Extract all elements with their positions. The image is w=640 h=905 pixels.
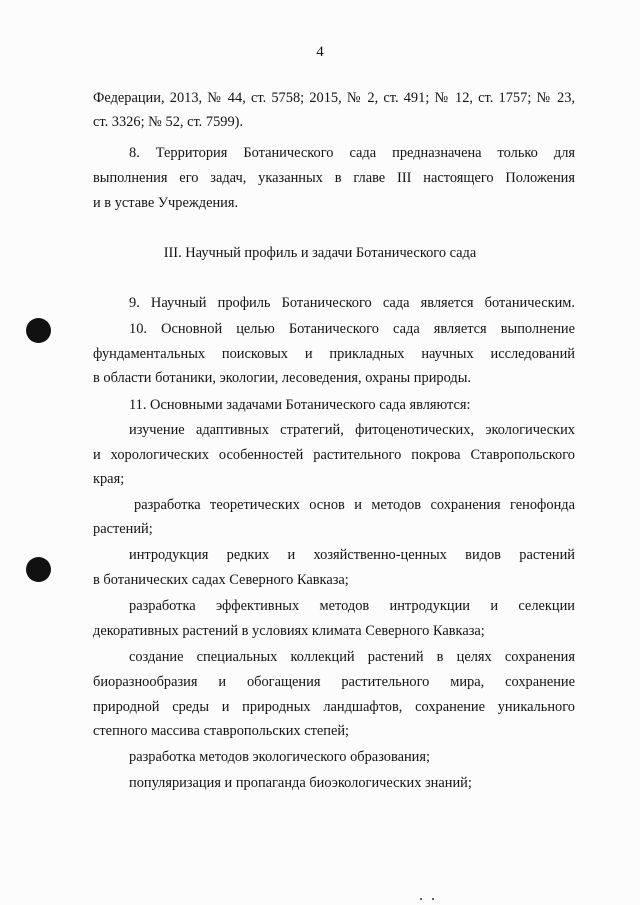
list-item: интродукция редких и хозяйственно-ценных видов растений <box>129 547 575 563</box>
text-line: ст. 3326; № 52, ст. 7599). <box>93 114 244 130</box>
list-item: растений; <box>93 521 153 537</box>
text-line: в области ботаники, экологии, лесоведения, охраны природы. <box>93 370 471 386</box>
list-item: степного массива ставропольских степей; <box>93 723 350 739</box>
list-item: и хорологических особенностей растительного покрова Ставропольского <box>93 447 575 463</box>
text-line: 10. Основной целью Ботанического сада является выполнение <box>129 321 575 337</box>
text-line: 9. Научный профиль Ботанического сада является ботаническим. <box>129 295 575 311</box>
punch-hole-bottom <box>26 557 51 582</box>
list-item: края; <box>93 471 125 487</box>
scan-speck <box>432 898 434 900</box>
list-item: изучение адаптивных стратегий, фитоценотических, экологических <box>129 422 575 438</box>
punch-hole-top <box>26 318 51 343</box>
text-line: 8. Территория Ботанического сада предназначена только для <box>129 145 575 161</box>
text-line: 11. Основными задачами Ботанического сада являются: <box>129 397 471 413</box>
scan-speck <box>420 898 422 900</box>
list-item: декоративных растений в условиях климата Северного Кавказа; <box>93 623 485 639</box>
list-item: разработка методов экологического образования; <box>129 749 430 765</box>
list-item: биоразнообразия и обогащения растительного мира, сохранение <box>93 674 575 690</box>
text-line: фундаментальных поисковых и прикладных научных исследований <box>93 346 575 362</box>
list-item: разработка теоретических основ и методов сохранения генофонда <box>134 497 575 513</box>
list-item: популяризация и пропаганда биоэкологических знаний; <box>129 775 472 791</box>
list-item: природной среды и природных ландшафтов, сохранение уникального <box>93 699 575 715</box>
text-line: и в уставе Учреждения. <box>93 195 239 211</box>
list-item: в ботанических садах Северного Кавказа; <box>93 572 349 588</box>
text-line: выполнения его задач, указанных в главе III настоящего Положения <box>93 170 575 186</box>
section-heading: III. Научный профиль и задачи Ботанического сада <box>163 245 477 261</box>
list-item: разработка эффективных методов интродукции и селекции <box>129 598 575 614</box>
list-item: создание специальных коллекций растений в целях сохранения <box>129 649 575 665</box>
text-line: Федерации, 2013, № 44, ст. 5758; 2015, № 2, ст. 491; № 12, ст. 1757; № 23, <box>93 90 575 106</box>
page-number: 4 <box>316 44 324 60</box>
